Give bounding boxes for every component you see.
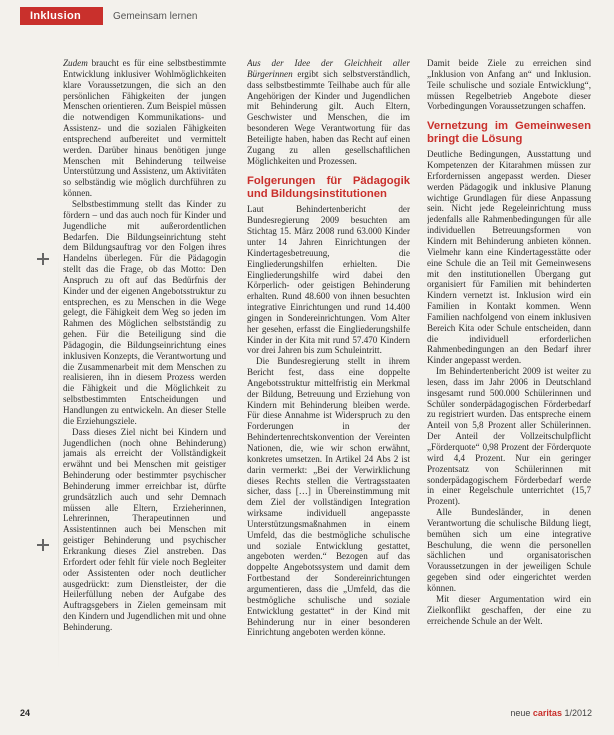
paragraph: Im Behindertenbericht 2009 ist weiter zu lesen, dass im Jahr 2006 in Deutschland insgesamt rund 500.000 Schülerinnen und Schüler sonderpädagogischen Förderbedarf zu registriert wurden. Das entspreche einem Anteil von 5,8 Prozent aller Schülerinnen. Der Anteil der Vollzeitschulpflicht „Förderquote“ 0,98 Prozent der Förderquote wird 4,4 Prozent. Nur ein geringer Prozentsatz von Schülerinnen mit sonderpädagogischem Förderbedarf werde in einer Regelschule unterrichtet (15,7 Prozent). — [427, 366, 591, 507]
paragraph: Zudem braucht es für eine selbstbestimmte Entwicklung inklusiver Wohlmöglichkeiten klare Voraussetzungen, die sich an den persönlichen Fähigkeiten der jungen Menschen orientieren. Zum Beispiel müssen die notwendigen Kommunikations- und Assistenz- und die sozialen Fähigkeiten entsprechend aufbereitet und vermittelt werden. Darüber hinaus benötigen junge Menschen mit Behinderung teilweise Unterstützung und Assistenz, um Aktivitäten so selbständig wie möglich durchführen zu können. — [63, 58, 226, 199]
paragraph: Mit dieser Argumentation wird ein Zielkonflikt geschaffen, der eine zu erreichende Schule an der Welt. — [427, 593, 591, 626]
paragraph: Die Bundesregierung stellt in ihrem Bericht fest, dass eine doppelte Angebotsstruktur mittelfristig ein Merkmal der Bildung, Betreuung und Erziehung von Kindern mit Behinderung bleiben werde. Für diese Annahme ist Widerspruch zu den Forderungen in der Behindertenrechtskonvention der Vereinten Nationen, die, wie wir schon erwähnt, konkretes umsetzen. In Artikel 24 Abs 2 ist darin vermerkt: „Bei der Verwirklichung dieses Rechts stellen die Vertragsstaaten sicher, dass […] in Übereinstimmung mit dem Ziel der vollständigen Integration wirksame individuell angepasste Unterstützungsmaßnahmen in einem Umfeld, das die bestmögliche schulische und soziale Entwicklung gestattet, angeboten werden.“ Bezogen auf das doppelte Angebotssystem und damit dem Fortbestand der Sondereinrichtungen argumentieren, dass die „Umfeld, das die bestmögliche schulische und soziale Entwicklung gestattet“ in der Kind mit Behinderung nur in einer besonderen Einrichtung angeboten werden könne. — [247, 356, 410, 638]
page-number: 24 — [20, 708, 31, 718]
magazine-title: neue caritas 1/2012 — [510, 708, 592, 718]
paragraph: Selbstbestimmung stellt das Kinder zu fördern – und das auch noch für Kinder und Jugendliche mit außerordentlichen Bedarfen. Die Bildungseinrichtung steht dem Bildungsauftrag vor den Folgen ihres Handelns überlegen. Für die Pädagogin stellt das die Frage, ob das Motto: Den Anspruch zu oft auf das Bedürfnis der Kinder und der eigenen Angebotsstruktur zu entsprechen, es zu Menschen in die Wege gelegt, die Fähigkeit dem Weg so jeden im Rahmen des Möglichen selbstständig zu gehen. Für die Beteiligung sind die Pädagogin, die Bildungseinrichtung eines inklusiven Konzepts, die Verantwortung und die Zusammenarbeit mit dem Menschen zu realisieren, ihn in diesem Prozess werden die Fähigkeit und die Möglichkeit zu selbstbestimmten Entscheidungen und Handlungen zu entwickeln. An dieser Stelle die Erziehungsziele. — [63, 198, 226, 426]
page-crease — [58, 250, 59, 670]
issue-number: 1/2012 — [564, 708, 592, 718]
magazine-brand: caritas — [532, 708, 562, 718]
paragraph: Damit beide Ziele zu erreichen sind „Inklusion von Anfang an“ und Inklusion. Teile schulische und soziale Entwicklung“, müssen Regelbetrieb Angebote dieser Vorbedingungen Voraussetzungen schaffen. — [427, 58, 591, 112]
paragraph: Deutliche Bedingungen, Ausstattung und Kompetenzen der Kitarahmen müssen zur Erfordernissen angepasst werden. Dieser werden Pädagogik und inklusive Planung wichtige Grundlagen für diese Anpassung sein. Nicht jede Regeleinrichtung muss jedenfalls alle Rahmenbedingungen für alle individuellen Betreuungsformen von Kindern mit Behinderung anbieten können. Vielmehr kann eine Kindertagesstätte oder eine Schule die an Teil mit Gemeinwesens mit den institutionellen Übergang gut organisiert für Familien mit behinderten Kindern vernetzt ist. Inklusion wird ein Familien in Kontakt kommen. Wenn Familien nachfolgend von einem inklusiven Bereich Kita oder Schule entscheiden, dann die individuell erforderlichen Rahmenbedingungen an den Bedarf ihrer Kinder angepasst werden. — [427, 149, 591, 366]
page-header — [20, 6, 197, 26]
text-column-3 — [427, 58, 591, 626]
page-footer — [0, 708, 614, 722]
section-subrubric: Gemeinsam lernen — [112, 10, 198, 22]
text-column-1 — [63, 58, 226, 633]
registration-mark-icon — [37, 253, 49, 265]
paragraph: Aus der Idee der Gleichheit aller Bürgerinnen ergibt sich selbstverständlich, dass selbstbestimmte Teilhabe auch für alle Angehörigen der Kinder und Jugendlichen mit Behinderung gilt. Auch Eltern, Geschwister und Menschen, die im besonderen Wege Verantwortung für das Beteiligte haben, haben das Recht auf einen Zugang zu allen gesellschaftlichen Möglichkeiten und Prozessen. — [247, 58, 410, 166]
registration-mark-icon — [37, 539, 49, 551]
paragraph: Dass dieses Ziel nicht bei Kindern und Jugendlichen (noch ohne Behinderung) jamais als erreicht der Vollständigkeit erwähnt und bei Menschen mit geistiger Behinderung oder bestimmter psychischer Behinderung immer erreichbar ist, dürfte grundsätzlich auch und sehr Demnach müssen alle Eltern, Erzieherinnen, Lehrerinnen, Therapeutinnen und Assistentinnen auch bei Menschen mit geistiger Behinderung und psychischer Erkrankung dieses Ziel anstreben. Das Erfordert oder fehlt für viele noch Begleiter oder Assistenten oder noch deutlicher ausgedrückt: zum Dienstleister, der die Heilerfüllung neben der Aufgabe des Auftragsgebers in Zielen gemeinsam mit den Kindern und Jugendlichen mit und ohne Behinderung. — [63, 426, 226, 632]
paragraph: Alle Bundesländer, in denen Verantwortung die schulische Bildung liegt, bemühen sich um eine integrative Beschulung, die wenn die personellen sächlichen und organisatorischen Voraussetzungen in der jeweiligen Schule gegeben sind oder eingerichtet werden können. — [427, 507, 591, 593]
section-heading: Folgerungen für Pädagogik und Bildungsinstitutionen — [247, 175, 410, 200]
section-heading: Vernetzung im Gemeinwesen bringt die Lösung — [427, 120, 591, 145]
text-column-2 — [247, 58, 410, 638]
section-rubric: Inklusion — [20, 7, 103, 25]
paragraph: Laut Behindertenbericht der Bundesregierung 2009 besuchten am Stichtag 15. März 2008 rund 63.000 Kinder unter 14 Jahren Einrichtungen der Kindertagesbetreuung, die Eingliederungshilfen erhielten. Die Eingliederungshilfe wird dabei den Körperlich- oder geistigen Behinderung erhalten. Rund 48.600 von ihnen besuchten integrative Einrichtungen und rund 14.400 gingen in Sondereinrichtungen. Vom Alter her gesehen, erfasst die Eingliederungshilfe Kinder in der Kita mit rund 57.470 Kindern vor drei Jahren bis zum Schuleintritt. — [247, 204, 410, 356]
